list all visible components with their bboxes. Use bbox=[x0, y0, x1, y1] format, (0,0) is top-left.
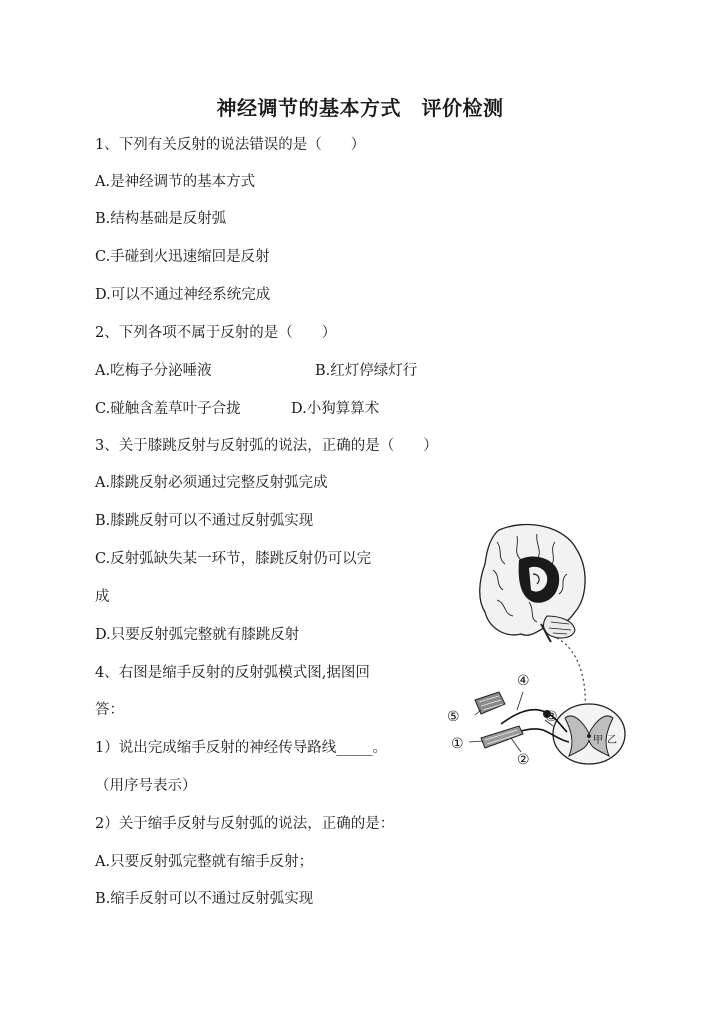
q3-option-b: B.膝跳反射可以不通过反射弧实现 bbox=[95, 513, 314, 529]
q3-option-c-line2: 成 bbox=[95, 589, 110, 605]
muscle-effector bbox=[475, 692, 505, 714]
brain-drawing bbox=[480, 524, 585, 642]
q4-stem-line2: 答： bbox=[95, 702, 124, 718]
label-2: ② bbox=[517, 752, 530, 768]
q2-stem: 2、下列各项不属于反射的是（ ） bbox=[95, 325, 337, 341]
q4-sub1-line1: 1）说出完成缩手反射的神经传导路线_____。 bbox=[95, 740, 387, 756]
q4-sub1-line2: （用序号表示） bbox=[95, 778, 197, 794]
spinal-cord-section bbox=[553, 704, 625, 764]
q3-option-c-line1: C.反射弧缺失某一环节，膝跳反射仍可以完 bbox=[95, 551, 372, 567]
q3-stem: 3、关于膝跳反射与反射弧的说法，正确的是（ ） bbox=[95, 438, 438, 454]
q1-option-a: A.是神经调节的基本方式 bbox=[95, 174, 256, 190]
label-jia: 甲 bbox=[593, 735, 603, 746]
label-1: ① bbox=[451, 736, 464, 752]
q3-option-a: A.膝跳反射必须通过完整反射弧完成 bbox=[95, 475, 328, 491]
q4-sub2: 2）关于缩手反射与反射弧的说法，正确的是： bbox=[95, 816, 395, 832]
q1-option-b: B.结构基础是反射弧 bbox=[95, 211, 227, 227]
page-title: 神经调节的基本方式 评价检测 bbox=[216, 96, 504, 120]
q4-stem-line1: 4、右图是缩手反射的反射弧模式图,据图回 bbox=[95, 665, 370, 681]
q1-stem: 1、下列有关反射的说法错误的是（ ） bbox=[95, 137, 366, 153]
label-3: ③ bbox=[545, 709, 558, 725]
q2-option-d: D.小狗算算术 bbox=[291, 401, 380, 417]
q1-option-d: D.可以不通过神经系统完成 bbox=[95, 287, 271, 303]
label-5: ⑤ bbox=[447, 709, 460, 725]
q4-option-b: B.缩手反射可以不通过反射弧实现 bbox=[95, 891, 314, 907]
q2-option-a: A.吃梅子分泌唾液 bbox=[95, 363, 212, 379]
label-4: ④ bbox=[517, 673, 530, 689]
reflex-arc-figure bbox=[437, 520, 637, 780]
q3-option-d: D.只要反射弧完整就有膝跳反射 bbox=[95, 627, 300, 643]
q4-option-a: A.只要反射弧完整就有缩手反射； bbox=[95, 854, 314, 870]
q2-option-c: C.碰触含羞草叶子合拢 bbox=[95, 401, 241, 417]
label-yi: 乙 bbox=[607, 735, 617, 746]
q1-option-c: C.手碰到火迅速缩回是反射 bbox=[95, 249, 270, 265]
skin-receptor bbox=[481, 726, 523, 748]
q2-option-b: B.红灯停绿灯行 bbox=[315, 363, 418, 379]
